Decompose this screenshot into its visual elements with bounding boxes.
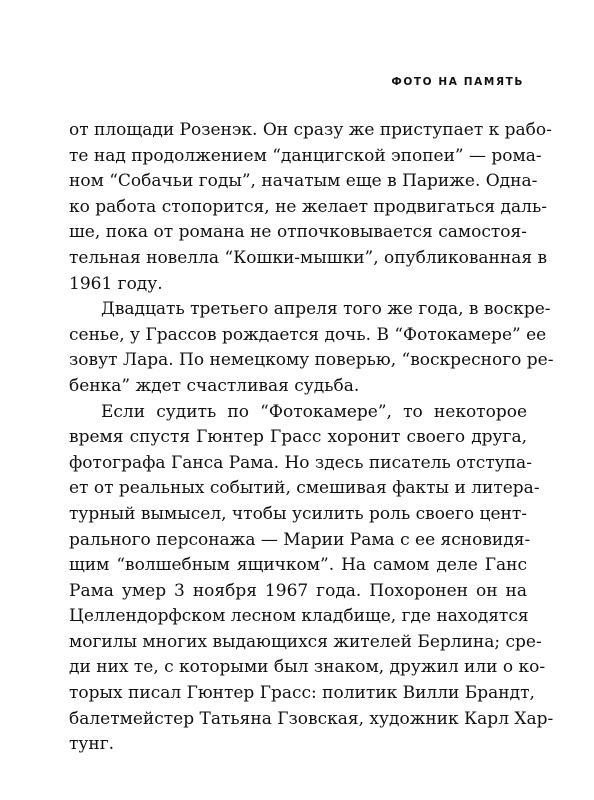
text-line: ном “Собачьи годы”, начатым еще в Париже. Одна-	[69, 171, 538, 192]
text-line: рального персонажа — Марии Рама с ее ясновидя-	[69, 529, 531, 550]
text-line: фотографа Ганса Рама. Но здесь писатель отступа-	[69, 452, 532, 473]
paragraph	[69, 118, 552, 297]
text-line: сенье, у Грассов рождается дочь. В “Фотокамере” ее	[69, 324, 547, 345]
text-line: Рама умер 3 ноября 1967 года. Похоронен он на	[69, 580, 527, 601]
text-line: бенка” ждет счастливая судьба.	[69, 375, 360, 396]
text-line: Двадцать третьего апреля того же года, в воскре-	[101, 299, 551, 320]
text-line: те над продолжением “данцигской эпопеи” — рома-	[69, 145, 542, 166]
text-line: турный вымысел, чтобы усилить роль своего цент-	[69, 503, 528, 524]
text-line: ше, пока от романа не отпочковывается самостоя-	[69, 222, 527, 243]
text-line: ет от реальных событий, смешивая факты и литера-	[69, 478, 540, 499]
text-line: тельная новелла “Кошки-мышки”, опубликованная в	[69, 247, 548, 268]
text-line: балетмейстер Татьяна Гзовская, художник Карл Хар-	[69, 708, 554, 729]
text-line: Целлендорфском лесном кладбище, где находятся	[69, 606, 529, 627]
text-line: щим “волшебным ящичком”. На самом деле Ганс	[69, 555, 527, 576]
text-line: от площади Розенэк. Он сразу же приступает к рабо-	[69, 120, 552, 140]
text-line: ди них те, с которыми был знаком, дружил или о ко-	[69, 657, 546, 678]
text-line: Если судить по “Фотокамере”, то некоторое	[101, 401, 527, 422]
text-line: время спустя Гюнтер Грасс хоронит своего друга,	[69, 427, 527, 448]
text-line: зовут Лара. По немецкому поверью, “воскресного ре-	[69, 350, 554, 371]
paragraph	[69, 400, 554, 758]
text-line: ко работа стопорится, не желает продвигаться даль-	[69, 196, 547, 217]
text-line: тунг.	[69, 734, 115, 755]
text-line: 1961 году.	[69, 273, 163, 294]
text-line: могилы многих выдающихся жителей Берлина; сре-	[69, 631, 542, 652]
body-text	[69, 118, 554, 758]
running-head: ФОТО НА ПАМЯТЬ	[391, 76, 524, 88]
paragraph	[69, 297, 554, 399]
text-line: торых писал Гюнтер Грасс: политик Вилли Брандт,	[69, 683, 535, 704]
